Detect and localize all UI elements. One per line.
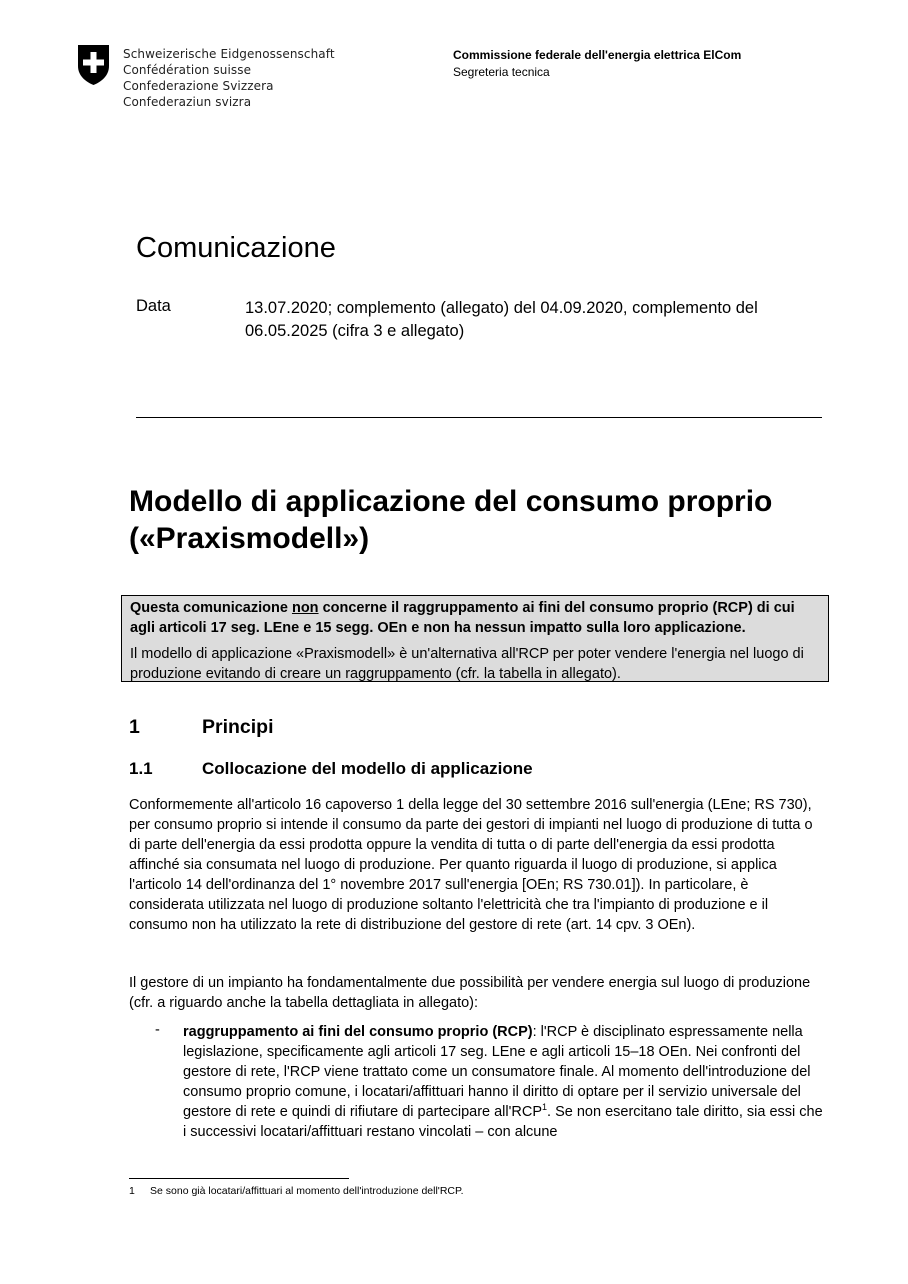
bullet-dash: - bbox=[155, 1022, 160, 1038]
agency-name: Commissione federale dell'energia elettrica ElCom bbox=[453, 48, 742, 62]
federation-name-it: Confederazione Svizzera bbox=[123, 79, 274, 93]
notice-bold-text bbox=[130, 598, 820, 638]
footnote-reference[interactable]: 1 bbox=[542, 1102, 548, 1113]
footnote-text: Se sono già locatari/affittuari al momento dell'introduzione dell'RCP. bbox=[150, 1185, 464, 1197]
bullet-text: : l'RCP è disciplinato espressamente nella legislazione, specificamente agli articoli 17 seg. LEne e agli articoli 15–18 OEn. Nei confronti del gestore di rete, l'RCP viene trattato come un consumatore finale. Al momento dell'introduzione del consumo proprio comune, i locatari/affittuari hanno il diritto di optare per il servizio universale del gestore di rete e quindi di rifiutare di partecipare all'RCP bbox=[183, 1024, 811, 1120]
agency-block bbox=[453, 47, 741, 81]
notice-box bbox=[121, 595, 829, 682]
section-1-number: 1 bbox=[129, 716, 140, 738]
section-1-1-number: 1.1 bbox=[129, 759, 153, 778]
notice-normal-text: Il modello di applicazione «Praxismodell» è un'alternativa all'RCP per poter vendere l'energia nel luogo di produzione evitando di creare un raggruppamento (cfr. la tabella in allegato). bbox=[130, 646, 804, 682]
federation-name-fr: Confédération suisse bbox=[123, 63, 252, 77]
date-value: 13.07.2020; complemento (allegato) del 04.09.2020, complemento del 06.05.2025 (cifra 3 e allegato) bbox=[245, 299, 758, 340]
notice-bold-after: concerne il raggruppamento ai fini del consumo proprio (RCP) di cui agli articoli 17 seg. LEne e 15 segg. OEn e non ha nessun impatto sulla loro applicazione. bbox=[130, 600, 795, 636]
bullet-item-rcp bbox=[183, 1022, 826, 1142]
date-label: Data bbox=[136, 297, 171, 315]
federation-name-rm: Confederaziun svizra bbox=[123, 95, 252, 109]
header-divider bbox=[136, 417, 822, 418]
notice-bold-before: Questa comunicazione bbox=[130, 600, 292, 616]
swiss-cross-shield-icon bbox=[77, 44, 110, 86]
body-paragraph-1: Conformemente all'articolo 16 capoverso 1 della legge del 30 settembre 2016 sull'energia (LEne; RS 730), per consumo proprio si intende il consumo da parte dei gestori di impianti nel luogo di produzione di tutta o di parte dell'energia da essi prodotta oppure la vendita di tutta o di parte dell'energia da essi prodotta affinché sia consumata nel luogo di produzione. Per quanto riguarda il luogo di produzione, si applica l'articolo 14 dell'ordinanza del 1° novembre 2017 sull'energia [OEn; RS 730.01]). In particolare, è considerata utilizzata nel luogo di produzione soltanto l'elettricità che tra l'impianto di produzione e il consumo non ha utilizzato la rete di distribuzione del gestore di rete (art. 14 cpv. 3 OEn). bbox=[129, 797, 813, 933]
bullet-bold-term: raggruppamento ai fini del consumo proprio (RCP) bbox=[183, 1024, 533, 1040]
page-title: Modello di applicazione del consumo proprio («Praxismodell») bbox=[129, 485, 773, 555]
footnote-number: 1 bbox=[129, 1185, 135, 1197]
section-1-1-title: Collocazione del modello di applicazione bbox=[202, 759, 533, 778]
document-type: Comunicazione bbox=[136, 232, 336, 264]
notice-underlined-word: non bbox=[291, 600, 319, 616]
bullet-text-continued: . Se non esercitano tale diritto, sia essi che i successivi locatari/affittuari restano vincolati – con alcune bbox=[183, 1104, 823, 1140]
agency-unit: Segreteria tecnica bbox=[453, 65, 550, 79]
footnote-divider bbox=[129, 1178, 349, 1179]
section-1-title: Principi bbox=[202, 716, 274, 738]
body-paragraph-2: Il gestore di un impianto ha fondamentalmente due possibilità per vendere energia sul luogo di produzione (cfr. a riguardo anche la tabella dettagliata in allegato): bbox=[129, 975, 811, 1011]
federation-name-de: Schweizerische Eidgenossenschaft bbox=[123, 47, 335, 61]
federation-names bbox=[123, 46, 335, 110]
